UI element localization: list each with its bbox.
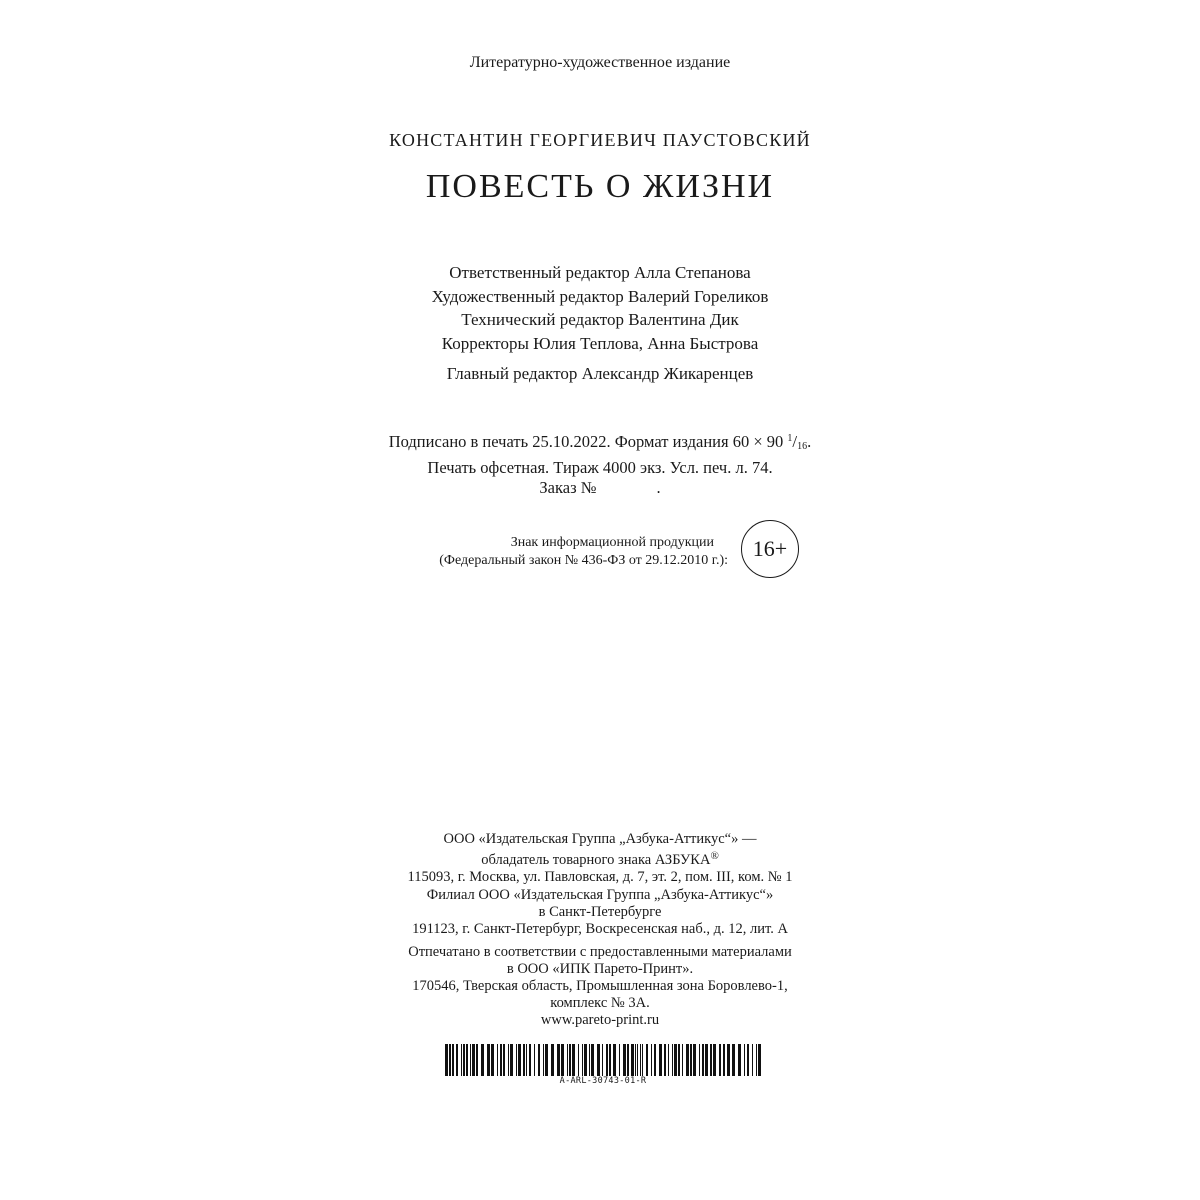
print-info (0, 429, 1200, 499)
printer-line4: комплекс № 3А. (550, 995, 650, 1011)
printer-website: www.pareto-print.ru (540, 1012, 660, 1028)
barcode-bar (481, 1044, 484, 1076)
barcode-bar (452, 1044, 454, 1076)
barcode-bar (557, 1044, 560, 1076)
format-denominator: 16 (797, 441, 808, 452)
barcode-bar (758, 1044, 761, 1076)
barcode-bar (470, 1044, 471, 1076)
barcode-bar (702, 1044, 704, 1076)
printer-line1: Отпечатано в соответствии с предоставленными материалами (408, 944, 792, 960)
barcode-bar (713, 1044, 716, 1076)
barcode-bar (561, 1044, 564, 1076)
barcode-bar (545, 1044, 548, 1076)
barcode-bar (668, 1044, 669, 1076)
barcode-bar (569, 1044, 571, 1076)
barcode-bar (456, 1044, 458, 1076)
author-name: КОНСТАНТИН ГЕОРГИЕВИЧ ПАУСТОВСКИЙ (389, 130, 811, 150)
barcode-bar (526, 1044, 527, 1076)
info-sign-line1: Знак информационной продукции (510, 535, 714, 550)
barcode-bar (682, 1044, 683, 1076)
barcode-bar (529, 1044, 531, 1076)
barcode-bar (659, 1044, 662, 1076)
barcode-bar (635, 1044, 636, 1076)
barcode-bar (719, 1044, 721, 1076)
barcode-bar (508, 1044, 509, 1076)
credit-responsible-editor: Ответственный редактор Алла Степанова (449, 263, 751, 282)
barcode-bar (642, 1044, 643, 1076)
barcode-bar (463, 1044, 465, 1076)
barcode-bar (623, 1044, 626, 1076)
credit-proofreaders: Корректоры Юлия Теплова, Анна Быстрова (441, 333, 759, 353)
barcode-bar (578, 1044, 579, 1076)
barcode-bar (678, 1044, 680, 1076)
book-title: ПОВЕСТЬ О ЖИЗНИ (425, 168, 775, 205)
barcode-bar (693, 1044, 696, 1076)
barcode-bar (609, 1044, 611, 1076)
barcode-bar (723, 1044, 725, 1076)
barcode-bar (538, 1044, 540, 1076)
barcode-bar (690, 1044, 692, 1076)
barcode-bar (523, 1044, 525, 1076)
branch-city: в Санкт-Петербурге (538, 904, 662, 920)
print-info-order: Заказ № . (539, 478, 661, 497)
barcode-bar (497, 1044, 498, 1076)
barcode-bar (445, 1044, 448, 1076)
barcode-bar (476, 1044, 478, 1076)
barcode-bar (651, 1044, 652, 1076)
barcode-bar (738, 1044, 741, 1076)
branch-address: 191123, г. Санкт-Петербург, Воскресенская наб., д. 12, лит. А (412, 921, 788, 937)
barcode-bar (449, 1044, 451, 1076)
barcode-bar (606, 1044, 608, 1076)
age-rating-badge: 16+ (741, 520, 799, 578)
genre-label: Литературно-художественное издание (469, 54, 731, 71)
barcode-bar (672, 1044, 673, 1076)
barcode-bar (472, 1044, 475, 1076)
info-sign-text (400, 534, 728, 569)
barcode-bar (747, 1044, 749, 1076)
printer-line3: 170546, Тверская область, Промышленная зона Боровлево-1, (412, 978, 788, 994)
barcode-bar (752, 1044, 753, 1076)
publisher-block (0, 831, 1200, 886)
barcode-bar (627, 1044, 629, 1076)
barcode-bar (646, 1044, 648, 1076)
barcode-bar (705, 1044, 708, 1076)
info-sign-line2: (Федеральный закон № 436-ФЗ от 29.12.2010 г.): (439, 552, 728, 568)
credit-art-editor: Художественный редактор Валерий Гореликов (431, 286, 769, 306)
barcode-bar (518, 1044, 521, 1076)
barcode-bar (637, 1044, 638, 1076)
registered-trademark-icon: ® (710, 850, 719, 862)
barcode-bar (543, 1044, 544, 1076)
barcode-bar (584, 1044, 587, 1076)
barcode-bar (466, 1044, 468, 1076)
barcode-bar (503, 1044, 505, 1076)
barcode-bar (756, 1044, 757, 1076)
barcode-bar (589, 1044, 590, 1076)
barcode-bar (551, 1044, 554, 1076)
barcode-bar (654, 1044, 656, 1076)
chief-editor: Главный редактор Александр Жикаренцев (446, 364, 754, 383)
barcode-bar (686, 1044, 689, 1076)
barcode-bar (664, 1044, 666, 1076)
barcode-bar (699, 1044, 700, 1076)
credits-block (0, 261, 1200, 355)
barcode-bar (572, 1044, 575, 1076)
barcode-bar (732, 1044, 735, 1076)
barcode-bar (461, 1044, 462, 1076)
barcode-bar (710, 1044, 712, 1076)
barcode-bar (640, 1044, 641, 1076)
printer-block (0, 944, 1200, 1029)
barcode-bar (500, 1044, 502, 1076)
barcode-bar (727, 1044, 730, 1076)
publisher-address: 115093, г. Москва, ул. Павловская, д. 7, эт. 2, пом. III, ком. № 1 (407, 869, 793, 885)
print-info-line1: Подписано в печать 25.10.2022. Формат издания 60 × 90 $^1/_{16}$. (388, 432, 812, 452)
barcode-bar (487, 1044, 490, 1076)
barcode-bar (534, 1044, 535, 1076)
credit-tech-editor: Технический редактор Валентина Дик (461, 310, 739, 329)
barcode-icon (445, 1044, 761, 1076)
barcode-bar (674, 1044, 677, 1076)
publisher-line: ООО «Издательская Группа „Азбука-Аттикус“» — (443, 831, 757, 847)
branch-block (0, 887, 1200, 938)
publisher-trademark-line: обладатель товарного знака АЗБУКА® (481, 850, 719, 868)
barcode-label: A-ARL-30743-01-R (559, 1076, 647, 1086)
barcode-bar (567, 1044, 568, 1076)
barcode-bar (631, 1044, 634, 1076)
barcode-bar (744, 1044, 745, 1076)
barcode-bar (591, 1044, 594, 1076)
barcode-bar (510, 1044, 513, 1076)
barcode-bar (597, 1044, 600, 1076)
branch-line: Филиал ООО «Издательская Группа „Азбука-Аттикус“» (426, 887, 774, 903)
barcode-bar (602, 1044, 603, 1076)
format-numerator: 1 (787, 433, 793, 444)
barcode-bar (491, 1044, 494, 1076)
barcode-bar (582, 1044, 583, 1076)
print-info-line2: Печать офсетная. Тираж 4000 экз. Усл. печ. л. 74. (427, 457, 773, 477)
barcode-bar (516, 1044, 517, 1076)
barcode-bar (619, 1044, 620, 1076)
printer-line2: в ООО «ИПК Парето-Принт». (506, 961, 694, 977)
barcode-bar (613, 1044, 616, 1076)
